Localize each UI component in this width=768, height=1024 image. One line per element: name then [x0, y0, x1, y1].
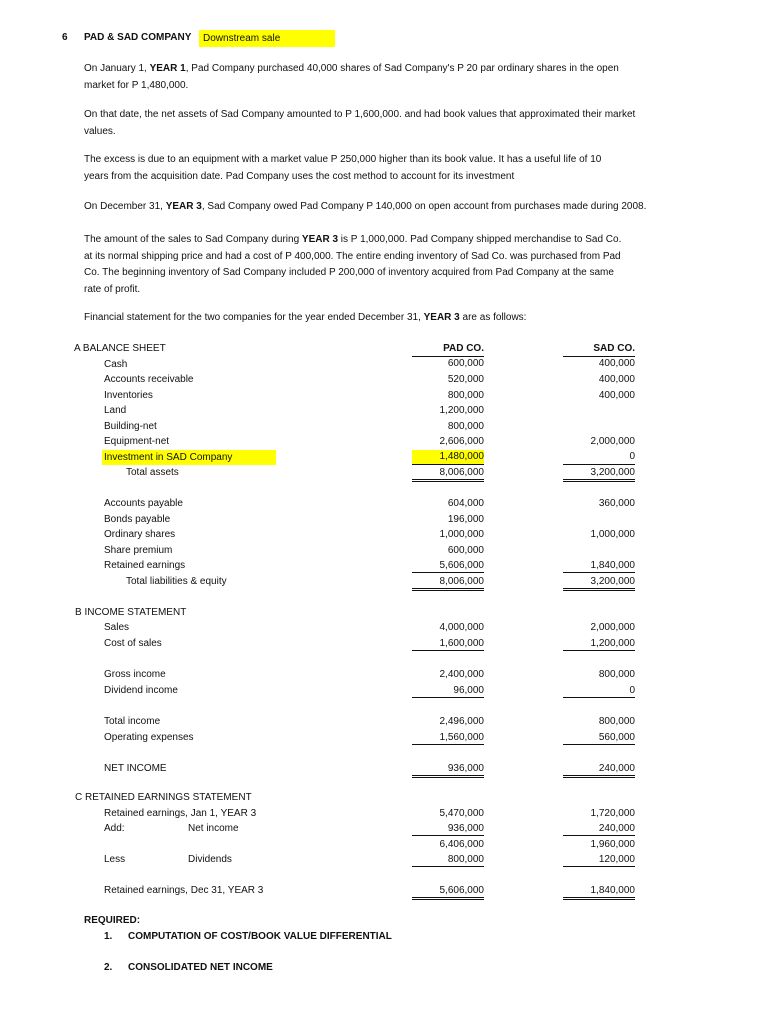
required-item-number: 2.	[104, 962, 113, 973]
is-pad-value: 4,000,000	[439, 622, 484, 633]
bs-pad-value: 520,000	[447, 374, 484, 385]
bs-label: Cash	[104, 359, 128, 370]
bs-sad-value: 400,000	[598, 390, 635, 401]
re-pad-value: 936,000	[412, 822, 484, 836]
bs-pad-value: 1,200,000	[439, 405, 484, 416]
re-label: Less	[104, 854, 126, 865]
bs-label: Accounts payable	[104, 498, 183, 509]
bs-pad-value: 800,000	[447, 421, 484, 432]
re-end-sad: 1,840,000	[563, 884, 635, 900]
income-statement-title: B INCOME STATEMENT	[75, 607, 187, 618]
bs-pad-value: 196,000	[447, 514, 484, 525]
pad-co-header: PAD CO.	[443, 343, 484, 354]
bs-label: Share premium	[104, 545, 173, 556]
required-item-text: CONSOLIDATED NET INCOME	[128, 962, 273, 973]
problem-number: 6	[62, 32, 68, 43]
bs-pad-value: 600,000	[412, 356, 484, 370]
total-assets-label: Total assets	[126, 467, 179, 478]
bs-label: Ordinary shares	[104, 529, 176, 540]
required-item-number: 1.	[104, 931, 113, 942]
re-pad-value: 5,470,000	[439, 808, 484, 819]
is-sad-value: 2,000,000	[590, 622, 635, 633]
re-sublabel: Net income	[188, 823, 239, 834]
net-income-label: NET INCOME	[104, 763, 167, 774]
bs-pad-value: 800,000	[447, 390, 484, 401]
investment-label: Investment in SAD Company	[102, 450, 276, 465]
bs-label: Accounts receivable	[104, 374, 194, 385]
re-end-pad: 5,606,000	[412, 884, 484, 900]
bs-label: Building-net	[104, 421, 157, 432]
total-liabilities-sad: 3,200,000	[563, 575, 635, 591]
bs-pad-value: 5,606,000	[412, 559, 484, 573]
net-income-pad: 936,000	[412, 762, 484, 778]
bs-label: Equipment-net	[104, 436, 170, 447]
is-sad-value: 800,000	[598, 716, 635, 727]
re-subtotal-pad: 6,406,000	[439, 839, 484, 850]
is-label: Gross income	[104, 669, 166, 680]
investment-pad-value: 1,480,000	[412, 450, 484, 465]
is-label: Sales	[104, 622, 130, 633]
total-assets-pad: 8,006,000	[412, 466, 484, 482]
paragraph-5: The amount of the sales to Sad Company during YEAR 3 is P 1,000,000. Pad Company shipped merchandise to Sad Co. at its normal shipping price and had a cost of P 400,000. The entire ending inventory of Sad Co. was purchased from Pad Co. The beginning inventory of Sad Company included P 200,000 of inventory acquired from Pad Company at the same rate of profit.	[84, 234, 622, 295]
re-sad-value: 1,720,000	[590, 808, 635, 819]
downstream-tag: Downstream sale	[199, 30, 335, 47]
paragraph-1: On January 1, YEAR 1, Pad Company purchased 40,000 shares of Sad Company's P 20 par ordinary shares in the open market for P 1,480,000.	[84, 63, 619, 91]
bs-pad-value: 600,000	[447, 545, 484, 556]
is-sad-value: 1,200,000	[563, 637, 635, 651]
paragraph-2: On that date, the net assets of Sad Company amounted to P 1,600,000. and had book values that approximated their market values.	[84, 109, 636, 137]
re-label: Retained earnings, Jan 1, YEAR 3	[104, 808, 257, 819]
problem-title: PAD & SAD COMPANY	[84, 32, 192, 43]
required-item-text: COMPUTATION OF COST/BOOK VALUE DIFFERENTIAL	[128, 931, 392, 942]
total-liabilities-label: Total liabilities & equity	[126, 576, 227, 587]
bs-sad-value: 2,000,000	[590, 436, 635, 447]
is-sad-value: 0	[563, 684, 635, 698]
bs-sad-value: 1,000,000	[590, 529, 635, 540]
bs-sad-value: 400,000	[598, 374, 635, 385]
total-assets-sad: 3,200,000	[563, 466, 635, 482]
bs-pad-value: 604,000	[447, 498, 484, 509]
is-sad-value: 800,000	[598, 669, 635, 680]
re-label: Retained earnings, Dec 31, YEAR 3	[104, 885, 264, 896]
paragraph-4: On December 31, YEAR 3, Sad Company owed Pad Company P 140,000 on open account from purchases made during 2008.	[84, 201, 647, 212]
bs-pad-value: 1,000,000	[439, 529, 484, 540]
bs-label: Inventories	[104, 390, 153, 401]
bs-sad-value: 360,000	[598, 498, 635, 509]
total-liabilities-pad: 8,006,000	[412, 575, 484, 591]
is-pad-value: 1,560,000	[412, 731, 484, 745]
bs-sad-value: 400,000	[563, 356, 635, 370]
re-pad-value: 800,000	[412, 853, 484, 867]
bs-sad-value: 1,840,000	[563, 559, 635, 573]
retained-earnings-title: C RETAINED EARNINGS STATEMENT	[75, 792, 252, 803]
net-income-sad: 240,000	[563, 762, 635, 778]
paragraph-3: The excess is due to an equipment with a market value P 250,000 higher than its book value. It has a useful life of 10 years from the acquisition date. Pad Company uses the cost method to account for its investment	[84, 154, 602, 182]
sad-co-header: SAD CO.	[593, 343, 635, 354]
required-title: REQUIRED:	[84, 915, 141, 926]
balance-sheet-title: A BALANCE SHEET	[74, 343, 166, 354]
paragraph-6: Financial statement for the two companies for the year ended December 31, YEAR 3 are as follows:	[84, 312, 527, 323]
is-sad-value: 560,000	[563, 731, 635, 745]
is-label: Total income	[104, 716, 161, 727]
is-label: Operating expenses	[104, 732, 194, 743]
is-pad-value: 2,496,000	[439, 716, 484, 727]
re-sad-value: 120,000	[563, 853, 635, 867]
re-label: Add:	[104, 823, 125, 834]
is-pad-value: 2,400,000	[439, 669, 484, 680]
bs-label: Land	[104, 405, 127, 416]
is-pad-value: 1,600,000	[412, 637, 484, 651]
is-pad-value: 96,000	[412, 684, 484, 698]
bs-label: Retained earnings	[104, 560, 186, 571]
re-sad-value: 240,000	[563, 822, 635, 836]
bs-label: Bonds payable	[104, 514, 171, 525]
re-subtotal-sad: 1,960,000	[590, 839, 635, 850]
bs-pad-value: 2,606,000	[439, 436, 484, 447]
investment-sad-value: 0	[563, 450, 635, 465]
is-label: Cost of sales	[104, 638, 162, 649]
is-label: Dividend income	[104, 685, 178, 696]
re-sublabel: Dividends	[188, 854, 232, 865]
